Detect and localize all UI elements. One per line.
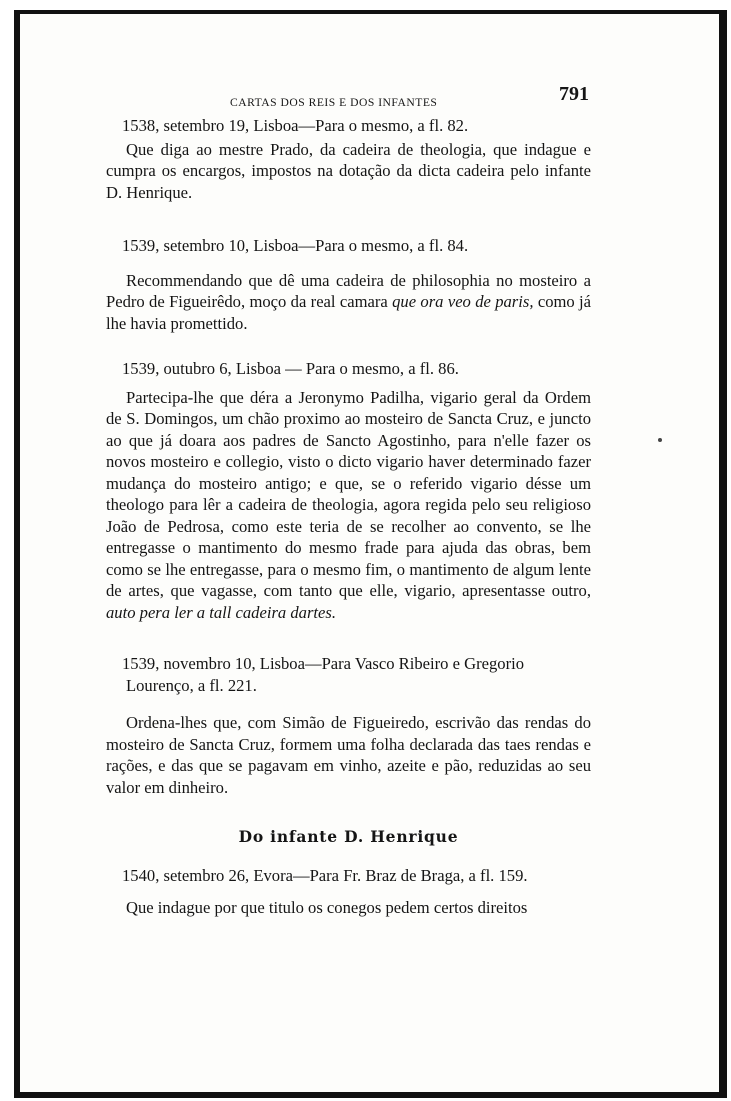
document-page [106, 84, 591, 919]
entry-text: Ordena-lhes que, com Simão de Figueiredo, escrivão das rendas do mosteiro de Sancta Cruz, formem uma folha declarada das taes rendas e rações, e das que se pagavam em vinho, azeite e pão, reduzidas ao seu valor em dinheiro. [106, 713, 591, 797]
entry-heading: 1539, setembro 10, Lisboa—Para o mesmo, a fl. 84. [122, 236, 469, 255]
entry-body [106, 897, 591, 919]
entry-text: como já lhe havia promettido. [106, 292, 592, 333]
page-frame [14, 10, 727, 1098]
entry-heading: 1540, setembro 26, Evora—Para Fr. Braz de Braga, a fl. 159. [122, 865, 528, 885]
entry-italic-text: auto pera ler a tall cadeira dartes. [106, 602, 336, 622]
entry-text: Que indague por que titulo os conegos pedem certos direitos [126, 898, 528, 917]
entry-body [106, 387, 591, 624]
entry-body [106, 139, 591, 204]
ink-speck [658, 438, 662, 442]
entry-text: Partecipa-lhe que déra a Jeronymo Padilha, vigario geral da Ordem de S. Domingos, um chão proximo ao mosteiro de Sancta Cruz, e juncto ao que já doara aos padres de Sancto Agostinho, para n'elle fazer os novos mosteiro e collegio, visto o dicto vigario haver determinado fazer mudança do mosteiro antigo; e que, se o referido vigario désse um theologo para lêr a cadeira de theologia, agora regida pelo seu religioso João de Pedrosa, como este teria de se recolher ao convento, se lhe entregasse o mantimento do mesmo frade para ajuda das obras, bem como se lhe entregasse, para o mesmo fim, o mantimento de algum lente de artes, que vagasse, com tanto que elle, vigario, apresentasse outro, [106, 387, 591, 600]
entry-body [106, 270, 591, 335]
page-number: 791 [559, 83, 589, 105]
section-title: Do infante D. Henrique [238, 827, 459, 846]
entry-italic-text: que ora veo de paris, [392, 292, 534, 311]
running-title: CARTAS DOS REIS E DOS INFANTES [230, 96, 438, 109]
entry-heading: 1539, outubro 6, Lisboa — Para o mesmo, a fl. 86. [122, 359, 459, 378]
entry-heading: 1538, setembro 19, Lisboa—Para o mesmo, a fl. 82. [122, 116, 469, 135]
entry-text: Que diga ao mestre Prado, da cadeira de theologia, que indague e cumpra os encargos, impostos na dotação da dicta cadeira pelo infante D. Henrique. [106, 139, 591, 202]
entry-heading: 1539, novembro 10, Lisboa—Para Vasco Ribeiro e Gregorio Lourenço, a fl. 221. [122, 654, 525, 695]
entry-body [106, 712, 591, 798]
entry-text: Recommendando que dê uma cadeira de philosophia no mosteiro a Pedro de Figueirêdo, moço da real camara [106, 270, 591, 311]
page-header [106, 84, 591, 108]
